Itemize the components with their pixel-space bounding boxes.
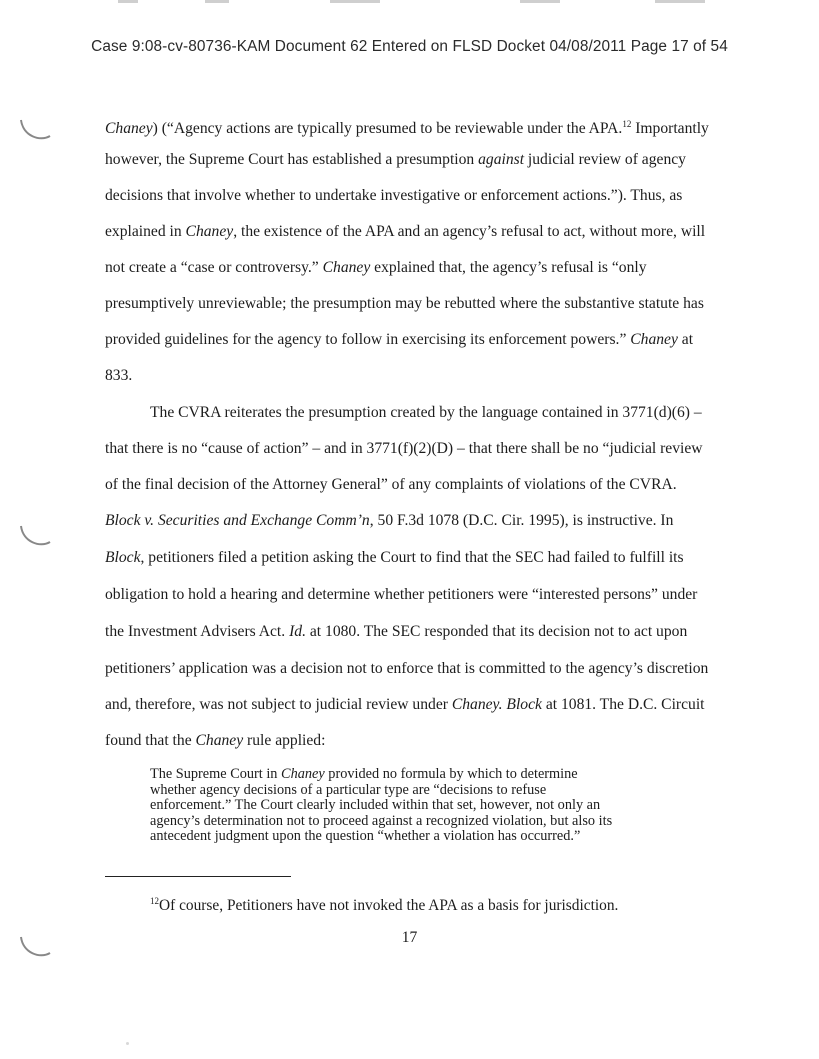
body-line: provided guidelines for the agency to follow in exercising its enforcement powers.” Chaney at <box>105 331 694 348</box>
body-line: The CVRA reiterates the presumption created by the language contained in 3771(d)(6) – <box>150 404 702 421</box>
body-line: decisions that involve whether to undertake investigative or enforcement actions.”). Thus, as <box>105 187 683 204</box>
punch-hole-icon <box>18 522 52 548</box>
body-line: explained in Chaney, the existence of the APA and an agency’s refusal to act, without more, will <box>105 223 706 240</box>
body-line: however, the Supreme Court has established a presumption against judicial review of agency <box>105 151 686 168</box>
body-line: Chaney) (“Agency actions are typically presumed to be reviewable under the APA.$^{12}$ Importantly <box>105 119 709 137</box>
body-line: that there is no “cause of action” – and in 3771(f)(2)(D) – that there shall be no “judicial review <box>105 440 703 457</box>
body-line: presumptively unreviewable; the presumption may be rebutted where the substantive statute has <box>105 295 704 312</box>
body-line: Block, petitioners filed a petition asking the Court to find that the SEC had failed to fulfill its <box>105 549 684 566</box>
quote-line: antecedent judgment upon the question “whether a violation has occurred.” <box>150 828 581 845</box>
body-line: Block v. Securities and Exchange Comm’n, 50 F.3d 1078 (D.C. Cir. 1995), is instructive. In <box>105 512 674 529</box>
quote-line: whether agency decisions of a particular type are “decisions to refuse <box>150 781 547 798</box>
quote-line: The Supreme Court in Chaney provided no formula by which to determine <box>150 766 578 782</box>
body-line: not create a “case or controversy.” Chaney explained that, the agency’s refusal is “only <box>105 259 647 276</box>
body-line: petitioners’ application was a decision not to enforce that is committed to the agency’s discretion <box>105 660 709 677</box>
body-line: of the final decision of the Attorney General” of any complaints of violations of the CVRA. <box>105 476 677 493</box>
body-line: the Investment Advisers Act. Id. at 1080. The SEC responded that its decision not to act upon <box>105 623 688 640</box>
page-number: 17 <box>401 929 418 946</box>
quote-line: agency’s determination not to proceed against a recognized violation, but also its <box>150 812 613 829</box>
body-line: and, therefore, was not subject to judicial review under Chaney. Block at 1081. The D.C. Circuit <box>105 696 705 713</box>
footnote-marker: 12 <box>150 896 159 906</box>
block-quote <box>150 767 650 845</box>
case-header: Case 9:08-cv-80736-KAM Document 62 Entered on FLSD Docket 04/08/2011 Page 17 of 54 <box>91 38 728 55</box>
footnote: $^{12}$Of course, Petitioners have not invoked the APA as a basis for jurisdiction. <box>150 896 619 914</box>
scan-artifact-dot <box>126 1042 129 1045</box>
body-line: 833. <box>105 367 133 384</box>
body-line: found that the Chaney rule applied: <box>105 732 326 749</box>
quote-line: enforcement.” The Court clearly included within that set, however, not only an <box>150 797 601 814</box>
body-line: obligation to hold a hearing and determine whether petitioners were “interested persons” under <box>105 586 698 603</box>
punch-hole-icon <box>18 116 52 142</box>
scan-artifact-top <box>0 0 819 8</box>
footnote-divider <box>105 876 291 877</box>
